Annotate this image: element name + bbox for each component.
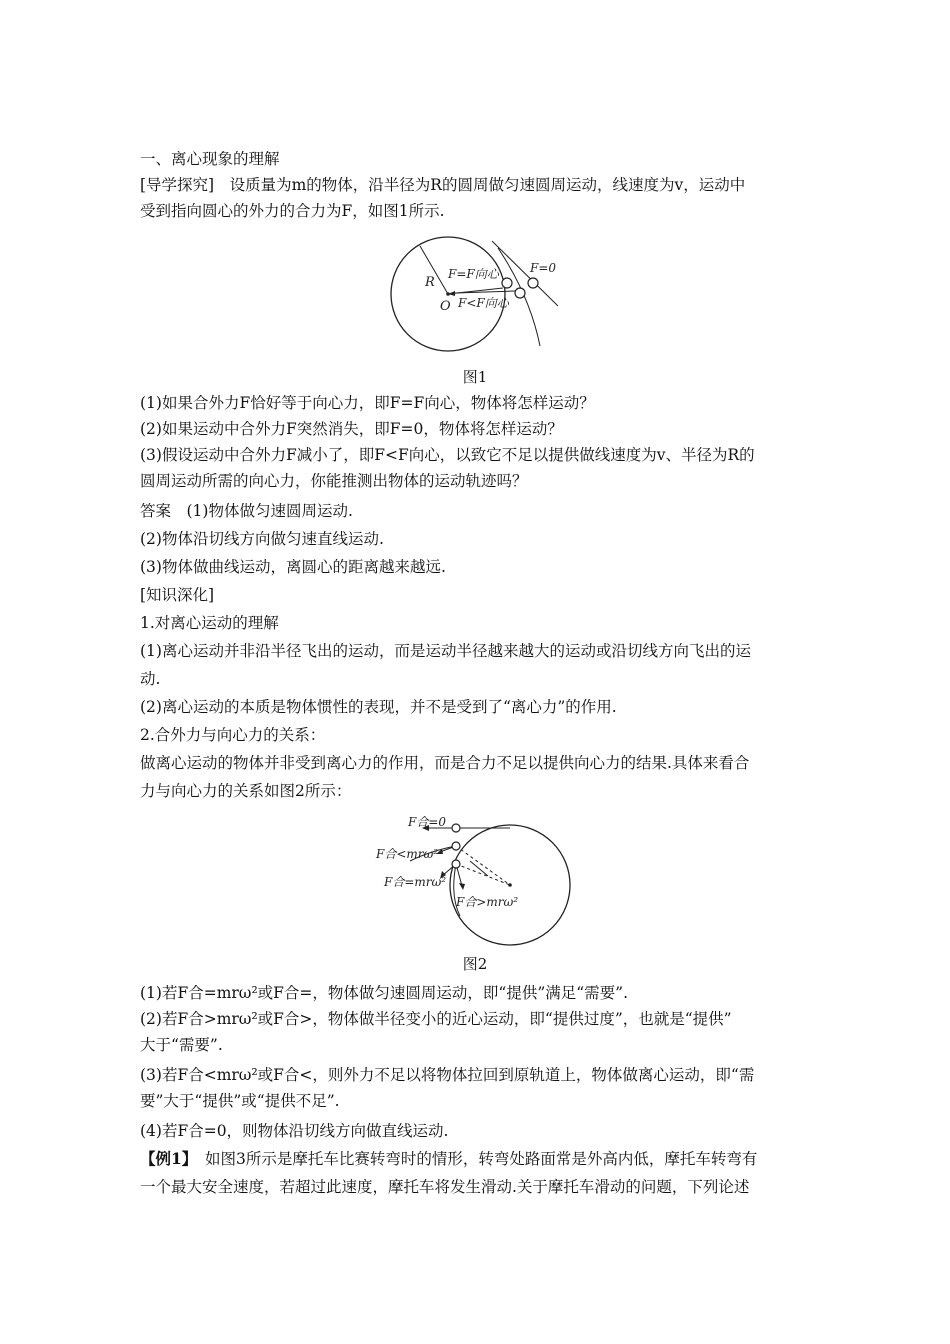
fig2-label-zero: F合=0 — [408, 815, 447, 829]
intro-line-1: [导学探究] 设质量为m的物体，沿半径为R的圆周做匀速圆周运动，线速度为v，运动中 — [140, 176, 746, 194]
condition-3-cont: 要”大于“提供”或“提供不足”. — [140, 1092, 340, 1110]
knowledge-p2-text-1: 做离心运动的物体并非受到离心力的作用，而是合力不足以提供向心力的结果.具体来看合 — [140, 754, 750, 772]
question-3: (3)假设运动中合外力F减小了，即F<F向心，以致它不足以提供做线速度为v、半径为R的 — [140, 446, 755, 464]
condition-2-cont: 大于“需要”. — [140, 1036, 223, 1054]
section-title: 一、离心现象的理解 — [140, 150, 280, 168]
example-text-1: 如图3所示是摩托车比赛转弯时的情形，转弯处路面常是外高内低，摩托车转弯有 — [189, 1150, 758, 1168]
knowledge-p1-item-2: (2)离心运动的本质是物体惯性的表现，并不是受到了“离心力”的作用. — [140, 698, 617, 716]
knowledge-p1-title: 1.对离心运动的理解 — [140, 614, 279, 632]
fig2-label-eq: F合=mrω² — [384, 875, 447, 889]
knowledge-p2-title: 2.合外力与向心力的关系： — [140, 726, 326, 744]
figure-1-caption: 图1 — [462, 368, 488, 386]
fig2-label-gt: F合>mrω² — [456, 895, 519, 909]
knowledge-p1-item-1-cont: 动. — [140, 670, 161, 688]
example-1-line-1 — [140, 1148, 815, 1170]
question-1: (1)如果合外力F恰好等于向心力，即F=F向心，物体将怎样运动？ — [140, 394, 595, 412]
fig1-label-eq: F=F向心 — [448, 267, 499, 281]
question-3-cont: 圆周运动所需的向心力，你能推测出物体的运动轨迹吗？ — [140, 472, 528, 490]
knowledge-heading: [知识深化] — [140, 586, 215, 604]
answer-2: (2)物体沿切线方向做匀速直线运动. — [140, 530, 384, 548]
intro-line-2: 受到指向圆心的外力的合力为F，如图1所示. — [140, 202, 445, 220]
example-1-line-2: 一个最大安全速度，若超过此速度，摩托车将发生滑动.关于摩托车滑动的问题，下列论述 — [140, 1178, 750, 1196]
question-2: (2)如果运动中合外力F突然消失，即F=0，物体将怎样运动？ — [140, 420, 563, 438]
figure-2-caption: 图2 — [462, 955, 488, 973]
fig1-label-r: R — [425, 275, 435, 290]
figure-2-diagram — [370, 806, 580, 946]
answer-3: (3)物体做曲线运动，离圆心的距离越来越远. — [140, 558, 446, 576]
condition-3: (3)若F合<mrω²或F合<，则外力不足以将物体拉回到原轨道上，物体做离心运动，即“需 — [140, 1066, 755, 1084]
condition-4: (4)若F合=0，则物体沿切线方向做直线运动. — [140, 1122, 449, 1140]
fig1-label-o: O — [440, 299, 451, 314]
fig2-label-lt: F合<mrω² — [376, 847, 439, 861]
fig1-label-zero: F=0 — [530, 261, 557, 275]
fig1-label-lt: F<F向心 — [458, 296, 509, 310]
answer-1: 答案 (1)物体做匀速圆周运动. — [140, 502, 353, 520]
example-tag: 【例1】 — [140, 1149, 190, 1168]
figure-1-diagram — [380, 236, 580, 356]
condition-2: (2)若F合>mrω²或F合>，物体做半径变小的近心运动，即“提供过度”，也就是“提供” — [140, 1010, 732, 1028]
knowledge-p1-item-1: (1)离心运动并非沿半径飞出的运动，而是运动半径越来越大的运动或沿切线方向飞出的运 — [140, 642, 751, 660]
condition-1: (1)若F合=mrω²或F合=，物体做匀速圆周运动，即“提供”满足“需要”. — [140, 984, 629, 1002]
knowledge-p2-text-2: 力与向心力的关系如图2所示： — [140, 782, 352, 800]
